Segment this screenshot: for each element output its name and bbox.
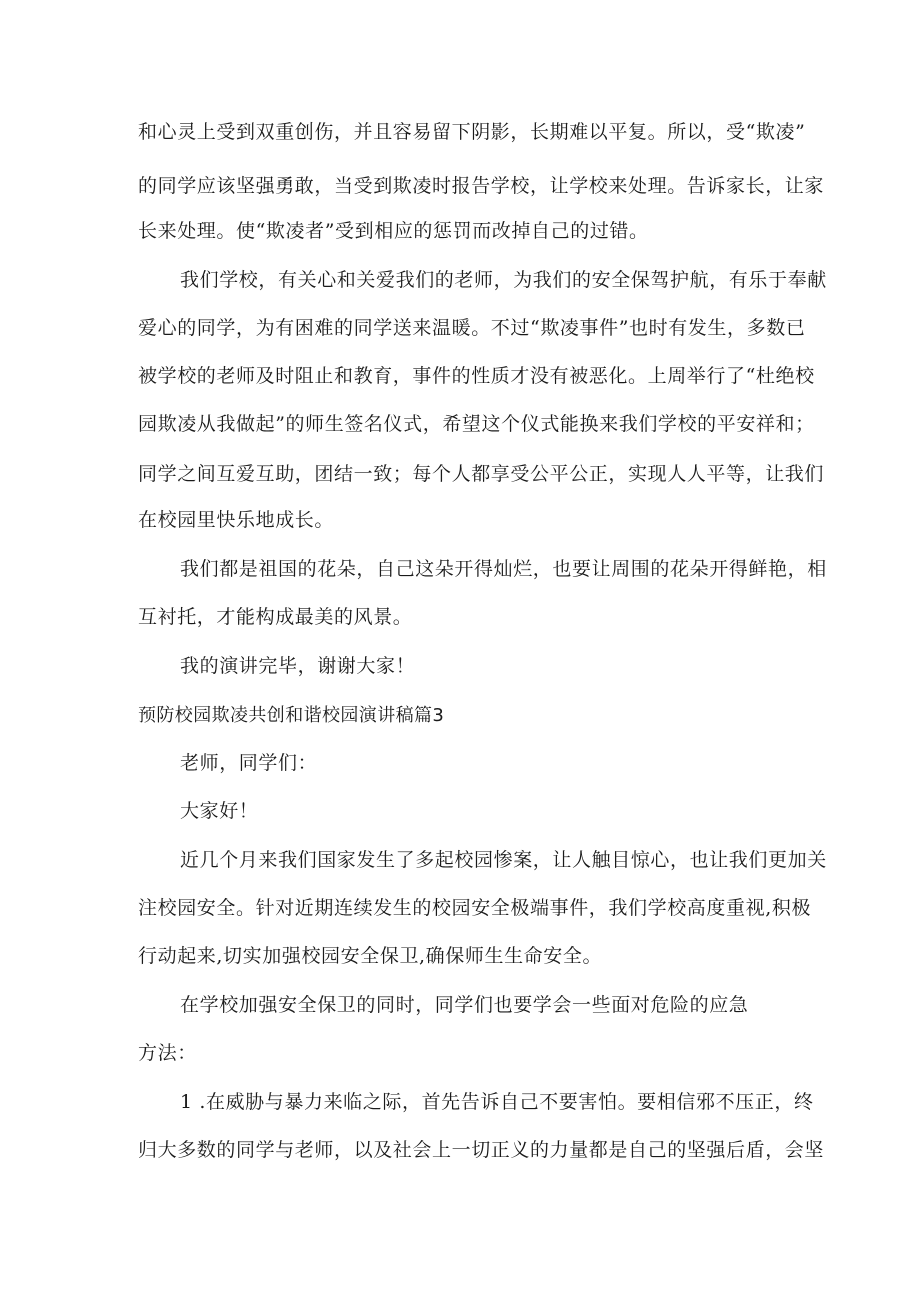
text-line: 同学之间互爱互助，团结一致；每个人都享受公平公正，实现人人平等，让我们 [138, 463, 825, 485]
text-line: 园欺凌从我做起”的师生签名仪式，希望这个仪式能换来我们学校的平安祥和； [138, 413, 815, 435]
greeting: 大家好！ [180, 800, 259, 822]
text-line: 在学校加强安全保卫的同时，同学们也要学会一些面对危险的应急 [180, 994, 749, 1016]
text-line: 方法： [138, 1042, 197, 1064]
text-line: 长来处理。使“欺凌者”受到相应的惩罚而改掉自己的过错。 [138, 220, 649, 242]
text-line: 在校园里快乐地成长。 [138, 509, 335, 531]
text-line: 我们学校，有关心和关爱我们的老师，为我们的安全保驾护航，有乐于奉献 [180, 269, 827, 291]
text-line: 我的演讲完毕，谢谢大家！ [180, 655, 416, 677]
salutation: 老师，同学们： [180, 752, 318, 774]
text-line: 和心灵上受到双重创伤，并且容易留下阴影，长期难以平复。所以，受“欺凌” [138, 121, 806, 143]
text-line: 我们都是祖国的花朵，自己这朵开得灿烂，也要让周围的花朵开得鲜艳，相 [180, 558, 827, 580]
text-line: 近几个月来我们国家发生了多起校园惨案，让人触目惊心，也让我们更加关 [180, 849, 827, 871]
text-line: 被学校的老师及时阻止和教育，事件的性质才没有被恶化。上周举行了“杜绝校 [138, 365, 815, 387]
text-line: 注校园安全。针对近期连续发生的校园安全极端事件，我们学校高度重视,积极 [138, 897, 812, 919]
text-line: 归大多数的同学与老师，以及社会上一切正义的力量都是自己的坚强后盾，会坚 [138, 1139, 825, 1161]
text-line: 的同学应该坚强勇敢，当受到欺凌时报告学校，让学校来处理。告诉家长，让家 [138, 175, 825, 197]
section-heading: 预防校园欺凌共创和谐校园演讲稿篇3 [138, 705, 445, 726]
text-line: 行动起来,切实加强校园安全保卫,确保师生生命安全。 [138, 945, 603, 967]
text-line: 爱心的同学，为有困难的同学送来温暖。不过“欺凌事件”也时有发生，多数已 [138, 317, 806, 339]
list-item: 1 .在威胁与暴力来临之际，首先告诉自己不要害怕。要相信邪不压正，终 [180, 1091, 814, 1113]
text-line: 互衬托，才能构成最美的风景。 [138, 606, 413, 628]
